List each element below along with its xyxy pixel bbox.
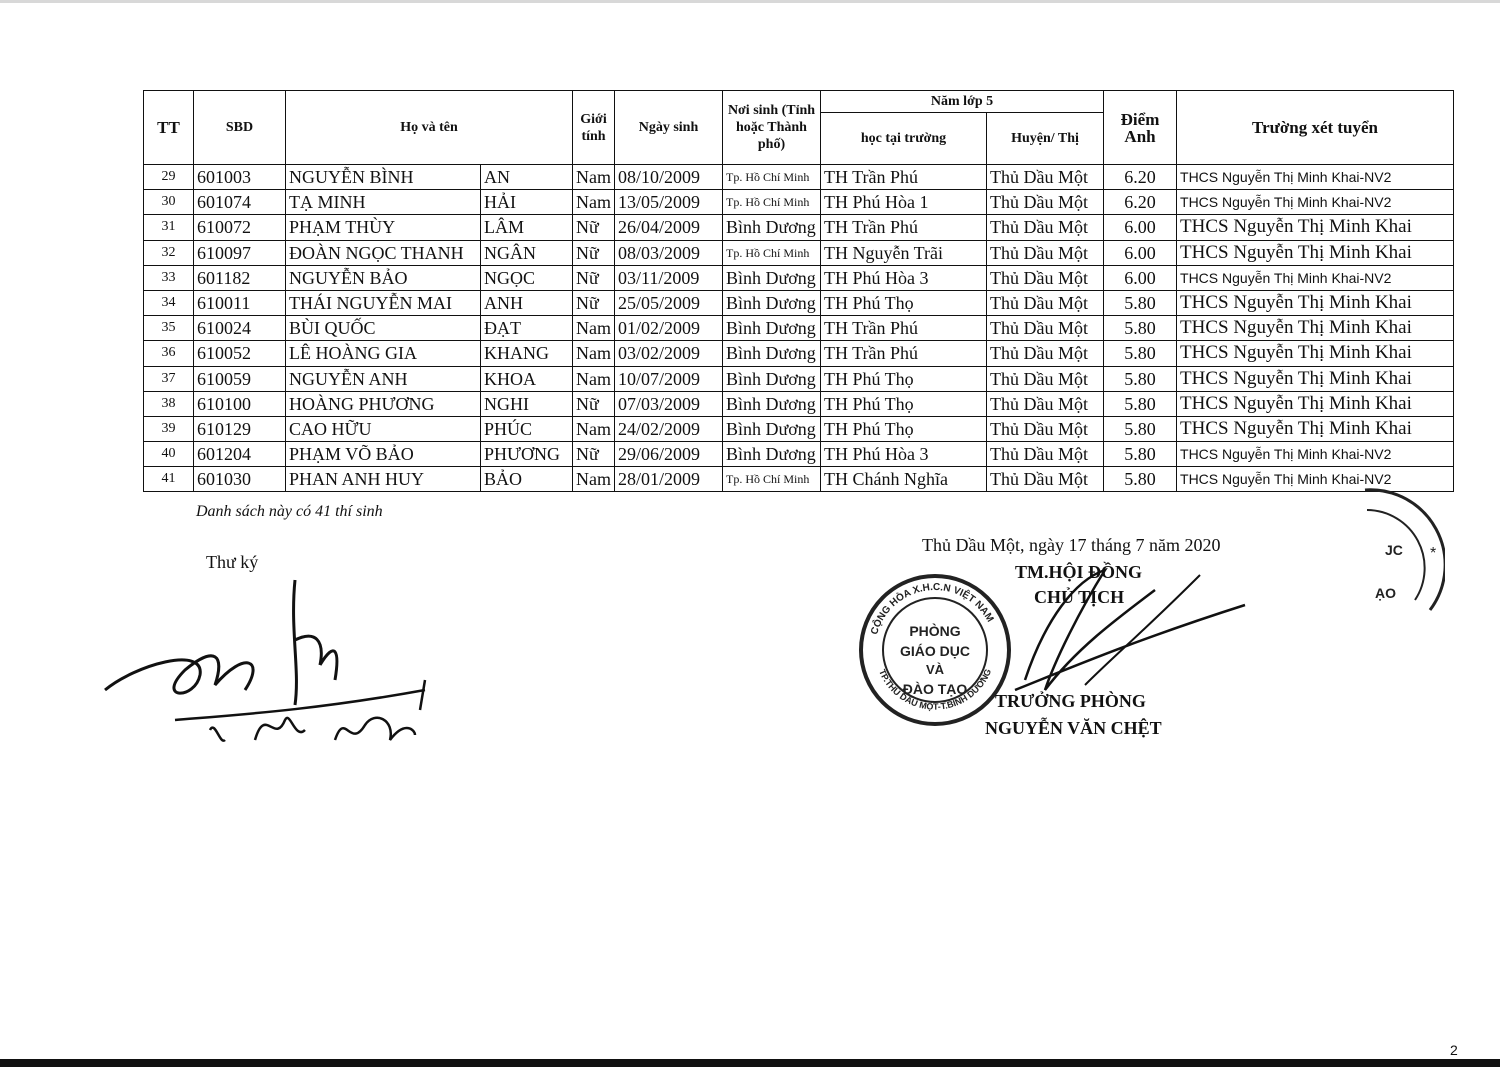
row-grade5-school: TH Phú Hòa 3 xyxy=(821,265,987,290)
row-target-school: THCS Nguyễn Thị Minh Khai xyxy=(1177,240,1454,265)
row-district: Thủ Dầu Một xyxy=(987,341,1104,366)
row-district: Thủ Dầu Một xyxy=(987,467,1104,492)
row-birthplace: Tp. Hồ Chí Minh xyxy=(723,190,821,215)
svg-text:*: * xyxy=(1430,545,1437,562)
table-row xyxy=(144,240,1454,265)
seal-line-1: PHÒNG xyxy=(909,623,961,639)
row-target-school: THCS Nguyễn Thị Minh Khai xyxy=(1177,215,1454,240)
row-candidate-number: 610072 xyxy=(194,215,286,240)
table-body xyxy=(144,165,1454,492)
row-english-score: 5.80 xyxy=(1104,467,1177,492)
scan-top-edge xyxy=(0,0,1500,3)
row-english-score: 6.20 xyxy=(1104,165,1177,190)
row-birth-date: 08/03/2009 xyxy=(615,240,723,265)
seal-ring-top: CỘNG HÒA X.H.C.N VIỆT NAM xyxy=(869,581,996,637)
row-index: 36 xyxy=(144,341,194,366)
row-district: Thủ Dầu Một xyxy=(987,190,1104,215)
row-candidate-number: 601074 xyxy=(194,190,286,215)
svg-text:ẠO: ẠO xyxy=(1375,585,1396,601)
row-given-name: LÂM xyxy=(481,215,573,240)
row-district: Thủ Dầu Một xyxy=(987,391,1104,416)
page-number: 2 xyxy=(1450,1042,1458,1058)
row-family-name: PHẠM THÙY xyxy=(286,215,481,240)
row-family-name: TẠ MINH xyxy=(286,190,481,215)
row-birthplace: Bình Dương xyxy=(723,290,821,315)
row-candidate-number: 601003 xyxy=(194,165,286,190)
row-grade5-school: TH Trần Phú xyxy=(821,316,987,341)
row-birthplace: Bình Dương xyxy=(723,316,821,341)
row-index: 31 xyxy=(144,215,194,240)
row-birthplace: Tp. Hồ Chí Minh xyxy=(723,240,821,265)
row-given-name: BẢO xyxy=(481,467,573,492)
row-district: Thủ Dầu Một xyxy=(987,442,1104,467)
row-birth-date: 07/03/2009 xyxy=(615,391,723,416)
row-target-school: THCS Nguyễn Thị Minh Khai xyxy=(1177,391,1454,416)
row-given-name: NGÂN xyxy=(481,240,573,265)
row-gender: Nam xyxy=(573,467,615,492)
row-index: 41 xyxy=(144,467,194,492)
row-candidate-number: 610097 xyxy=(194,240,286,265)
row-family-name: NGUYỄN ANH xyxy=(286,366,481,391)
row-grade5-school: TH Nguyễn Trãi xyxy=(821,240,987,265)
row-english-score: 5.80 xyxy=(1104,316,1177,341)
row-gender: Nam xyxy=(573,341,615,366)
row-district: Thủ Dầu Một xyxy=(987,290,1104,315)
row-grade5-school: TH Phú Hòa 3 xyxy=(821,442,987,467)
row-target-school: THCS Nguyễn Thị Minh Khai-NV2 xyxy=(1177,467,1454,492)
row-candidate-number: 601182 xyxy=(194,265,286,290)
row-target-school: THCS Nguyễn Thị Minh Khai xyxy=(1177,416,1454,441)
row-given-name: ĐẠT xyxy=(481,316,573,341)
candidate-count-note: Danh sách này có 41 thí sinh xyxy=(196,503,383,520)
header-birthplace: Nơi sinh (Tỉnh hoặc Thành phố) xyxy=(723,91,821,165)
row-birth-date: 25/05/2009 xyxy=(615,290,723,315)
row-index: 32 xyxy=(144,240,194,265)
svg-text:JC: JC xyxy=(1385,542,1403,558)
row-birth-date: 28/01/2009 xyxy=(615,467,723,492)
header-birth-date: Ngày sinh xyxy=(615,91,723,165)
row-index: 33 xyxy=(144,265,194,290)
row-index: 40 xyxy=(144,442,194,467)
row-english-score: 5.80 xyxy=(1104,391,1177,416)
row-family-name: CAO HỮU xyxy=(286,416,481,441)
row-grade5-school: TH Phú Thọ xyxy=(821,366,987,391)
row-candidate-number: 610129 xyxy=(194,416,286,441)
row-given-name: NGHI xyxy=(481,391,573,416)
secretary-signature xyxy=(95,570,445,760)
row-birthplace: Bình Dương xyxy=(723,215,821,240)
row-birthplace: Tp. Hồ Chí Minh xyxy=(723,467,821,492)
table-row xyxy=(144,442,1454,467)
row-english-score: 5.80 xyxy=(1104,416,1177,441)
row-given-name: PHƯƠNG xyxy=(481,442,573,467)
row-gender: Nữ xyxy=(573,391,615,416)
date-line: Thủ Dầu Một, ngày 17 tháng 7 năm 2020 xyxy=(922,535,1221,555)
chair-title: CHỦ TỊCH xyxy=(1034,587,1125,607)
row-index: 29 xyxy=(144,165,194,190)
row-birth-date: 03/11/2009 xyxy=(615,265,723,290)
row-family-name: NGUYỄN BÌNH xyxy=(286,165,481,190)
row-family-name: HOÀNG PHƯƠNG xyxy=(286,391,481,416)
row-birth-date: 08/10/2009 xyxy=(615,165,723,190)
row-birthplace: Bình Dương xyxy=(723,341,821,366)
secretary-label: Thư ký xyxy=(206,552,259,572)
row-birth-date: 26/04/2009 xyxy=(615,215,723,240)
scan-bottom-edge xyxy=(0,1059,1500,1067)
seal-line-2: GIÁO DỤC xyxy=(900,643,970,659)
row-index: 34 xyxy=(144,290,194,315)
row-english-score: 6.00 xyxy=(1104,240,1177,265)
row-grade5-school: TH Trần Phú xyxy=(821,215,987,240)
row-gender: Nam xyxy=(573,165,615,190)
table-row xyxy=(144,165,1454,190)
department-head-title: TRƯỞNG PHÒNG xyxy=(995,691,1146,711)
row-grade5-school: TH Phú Hòa 1 xyxy=(821,190,987,215)
row-district: Thủ Dầu Một xyxy=(987,215,1104,240)
row-index: 38 xyxy=(144,391,194,416)
row-district: Thủ Dầu Một xyxy=(987,265,1104,290)
row-given-name: KHOA xyxy=(481,366,573,391)
row-english-score: 6.00 xyxy=(1104,215,1177,240)
row-english-score: 6.00 xyxy=(1104,265,1177,290)
table-row xyxy=(144,265,1454,290)
row-target-school: THCS Nguyễn Thị Minh Khai xyxy=(1177,341,1454,366)
table-row xyxy=(144,290,1454,315)
table-row xyxy=(144,316,1454,341)
row-gender: Nam xyxy=(573,190,615,215)
row-grade5-school: TH Phú Thọ xyxy=(821,391,987,416)
row-gender: Nam xyxy=(573,366,615,391)
header-full-name: Họ và tên xyxy=(286,91,573,165)
row-family-name: NGUYỄN BẢO xyxy=(286,265,481,290)
row-index: 39 xyxy=(144,416,194,441)
row-english-score: 5.80 xyxy=(1104,366,1177,391)
row-family-name: PHAN ANH HUY xyxy=(286,467,481,492)
header-gender: Giới tính xyxy=(573,91,615,165)
row-given-name: NGỌC xyxy=(481,265,573,290)
row-district: Thủ Dầu Một xyxy=(987,240,1104,265)
row-birth-date: 01/02/2009 xyxy=(615,316,723,341)
row-target-school: THCS Nguyễn Thị Minh Khai xyxy=(1177,290,1454,315)
header-sbd: SBD xyxy=(194,91,286,165)
row-district: Thủ Dầu Một xyxy=(987,366,1104,391)
partial-stamp xyxy=(1355,480,1445,640)
row-birthplace: Bình Dương xyxy=(723,416,821,441)
table-row xyxy=(144,215,1454,240)
row-birthplace: Tp. Hồ Chí Minh xyxy=(723,165,821,190)
row-target-school: THCS Nguyễn Thị Minh Khai-NV2 xyxy=(1177,265,1454,290)
row-english-score: 5.80 xyxy=(1104,442,1177,467)
row-target-school: THCS Nguyễn Thị Minh Khai-NV2 xyxy=(1177,190,1454,215)
row-candidate-number: 610024 xyxy=(194,316,286,341)
row-birthplace: Bình Dương xyxy=(723,366,821,391)
table-header xyxy=(144,91,1454,165)
table-row xyxy=(144,416,1454,441)
row-index: 30 xyxy=(144,190,194,215)
row-grade5-school: TH Phú Thọ xyxy=(821,290,987,315)
row-family-name: BÙI QUỐC xyxy=(286,316,481,341)
row-target-school: THCS Nguyễn Thị Minh Khai xyxy=(1177,316,1454,341)
header-grade5: Năm lớp 5 xyxy=(821,91,1104,113)
row-english-score: 6.20 xyxy=(1104,190,1177,215)
seal-line-4: ĐÀO TẠO xyxy=(902,681,968,697)
header-target-school: Trường xét tuyển xyxy=(1177,91,1454,165)
row-target-school: THCS Nguyễn Thị Minh Khai-NV2 xyxy=(1177,165,1454,190)
row-gender: Nữ xyxy=(573,290,615,315)
table-row xyxy=(144,391,1454,416)
header-grade5-school: học tại trường xyxy=(821,113,987,165)
row-birth-date: 03/02/2009 xyxy=(615,341,723,366)
row-birth-date: 10/07/2009 xyxy=(615,366,723,391)
row-candidate-number: 601204 xyxy=(194,442,286,467)
row-target-school: THCS Nguyễn Thị Minh Khai-NV2 xyxy=(1177,442,1454,467)
row-index: 37 xyxy=(144,366,194,391)
council-title: TM.HỘI ĐỒNG xyxy=(1015,562,1143,582)
table-row xyxy=(144,341,1454,366)
row-index: 35 xyxy=(144,316,194,341)
row-family-name: ĐOÀN NGỌC THANH xyxy=(286,240,481,265)
row-birthplace: Bình Dương xyxy=(723,442,821,467)
row-gender: Nữ xyxy=(573,240,615,265)
row-grade5-school: TH Chánh Nghĩa xyxy=(821,467,987,492)
seal-line-3: VÀ xyxy=(925,662,945,677)
seal-ring-bottom: TP.THỦ DẦU MỘT-T.BÌNH DƯƠNG xyxy=(877,667,994,712)
row-district: Thủ Dầu Một xyxy=(987,316,1104,341)
row-gender: Nữ xyxy=(573,265,615,290)
row-district: Thủ Dầu Một xyxy=(987,165,1104,190)
row-gender: Nam xyxy=(573,416,615,441)
row-birth-date: 24/02/2009 xyxy=(615,416,723,441)
table-row xyxy=(144,366,1454,391)
row-english-score: 5.80 xyxy=(1104,341,1177,366)
row-given-name: AN xyxy=(481,165,573,190)
row-family-name: PHẠM VÕ BẢO xyxy=(286,442,481,467)
row-gender: Nam xyxy=(573,316,615,341)
row-birthplace: Bình Dương xyxy=(723,265,821,290)
row-birth-date: 29/06/2009 xyxy=(615,442,723,467)
row-given-name: ANH xyxy=(481,290,573,315)
row-candidate-number: 610100 xyxy=(194,391,286,416)
candidate-table xyxy=(143,90,1454,492)
table-row xyxy=(144,467,1454,492)
table-row xyxy=(144,190,1454,215)
header-district: Huyện/ Thị xyxy=(987,113,1104,165)
row-english-score: 5.80 xyxy=(1104,290,1177,315)
row-gender: Nữ xyxy=(573,215,615,240)
department-head-name: NGUYỄN VĂN CHỆT xyxy=(985,718,1162,738)
chair-signature xyxy=(985,560,1265,700)
row-candidate-number: 601030 xyxy=(194,467,286,492)
row-given-name: PHÚC xyxy=(481,416,573,441)
row-gender: Nữ xyxy=(573,442,615,467)
row-candidate-number: 610011 xyxy=(194,290,286,315)
row-grade5-school: TH Trần Phú xyxy=(821,341,987,366)
row-birthplace: Bình Dương xyxy=(723,391,821,416)
row-district: Thủ Dầu Một xyxy=(987,416,1104,441)
row-given-name: HẢI xyxy=(481,190,573,215)
row-candidate-number: 610059 xyxy=(194,366,286,391)
row-grade5-school: TH Phú Thọ xyxy=(821,416,987,441)
header-english-score: Điểm Anh xyxy=(1104,91,1177,165)
row-given-name: KHANG xyxy=(481,341,573,366)
row-candidate-number: 610052 xyxy=(194,341,286,366)
header-tt: TT xyxy=(144,91,194,165)
row-target-school: THCS Nguyễn Thị Minh Khai xyxy=(1177,366,1454,391)
row-family-name: THÁI NGUYỄN MAI xyxy=(286,290,481,315)
row-grade5-school: TH Trần Phú xyxy=(821,165,987,190)
row-family-name: LÊ HOÀNG GIA xyxy=(286,341,481,366)
row-birth-date: 13/05/2009 xyxy=(615,190,723,215)
